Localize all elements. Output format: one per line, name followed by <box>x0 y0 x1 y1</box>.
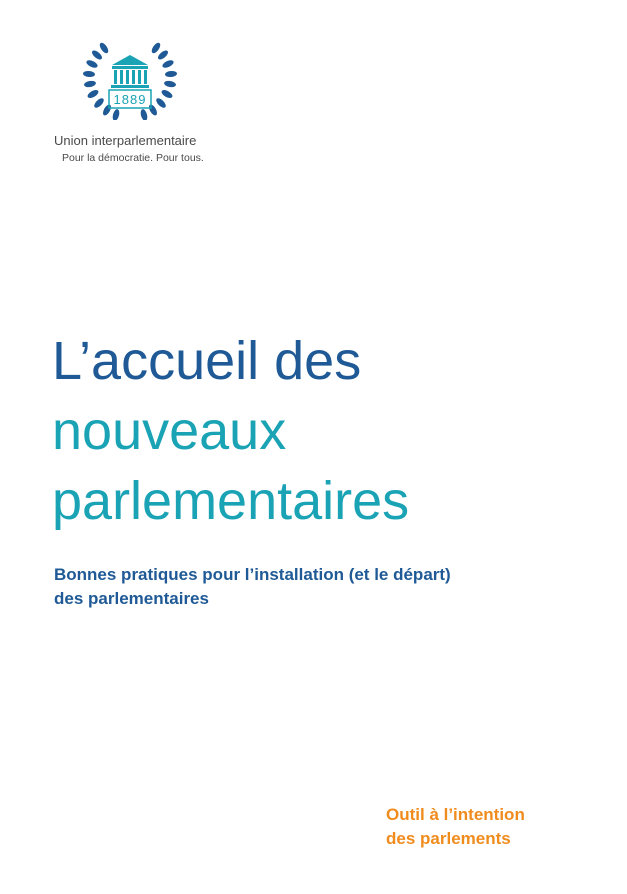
tool-label <box>386 803 525 851</box>
page-title <box>52 326 409 536</box>
title-line-3: parlementaires <box>52 471 410 531</box>
laurel-wreath-parliament-icon <box>82 38 178 120</box>
subtitle-line-1: Bonnes pratiques pour l’installation (et le départ) <box>54 565 451 584</box>
subtitle-line-2: des parlementaires <box>54 589 209 608</box>
tool-label-line-2: des parlements <box>386 829 511 848</box>
ipu-logo <box>82 38 178 120</box>
subtitle <box>54 563 451 611</box>
logo-year: 1889 <box>113 92 147 107</box>
title-line-2: nouveaux <box>52 401 287 461</box>
parliament-building-icon <box>111 55 149 88</box>
organization-name: Union interparlementaire <box>54 133 197 148</box>
organization-tagline: Pour la démocratie. Pour tous. <box>62 152 204 164</box>
tool-label-line-1: Outil à l’intention <box>386 805 525 824</box>
title-line-1: L’accueil des <box>52 331 362 391</box>
